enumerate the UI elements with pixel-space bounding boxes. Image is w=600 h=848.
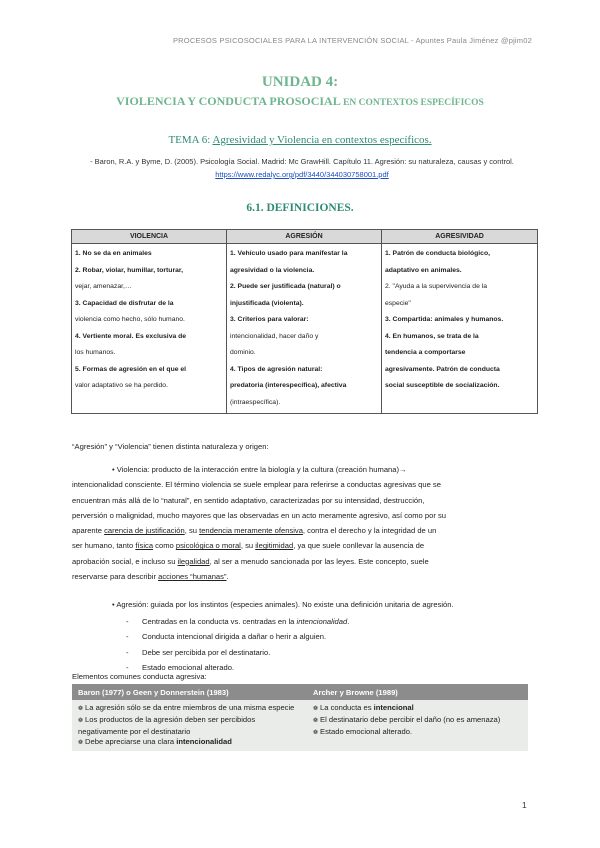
agresion-line: 2. Puede ser justificada (natural) o (230, 283, 341, 290)
text-span: . (226, 572, 229, 582)
agresividad-line: 1. Patrón de conducta biológico, (385, 250, 490, 257)
flower-bullet-icon: ❁ (78, 717, 84, 724)
item-text: Debe apreciarse una clara (85, 737, 177, 747)
flower-bullet-icon: ❁ (78, 740, 84, 747)
violencia-paragraph (72, 462, 530, 584)
list-item-text: Debe ser percibida por el destinatario. (142, 647, 271, 657)
elements-header-row (72, 684, 528, 700)
definitions-header-row (72, 230, 538, 244)
agresion-line: dominio. (230, 349, 256, 356)
text-span: , ya que suele conllevar la ausencia de (293, 541, 425, 551)
header-agresion: AGRESIÓN (227, 230, 382, 244)
item-text: Los productos de la agresión deben ser percibidos negativamente por el destinatario (78, 714, 256, 736)
section-title: 6.1. DEFINICIONES. (246, 202, 354, 214)
tema-prefix: TEMA 6: (168, 134, 213, 146)
list-item-text: Conducta intencional dirigida a dañar o herir a alguien. (142, 632, 327, 642)
agresion-line: injustificada (violenta). (230, 299, 304, 307)
text-span: , su (184, 526, 200, 536)
list-item (313, 715, 522, 727)
agresividad-line: social susceptible de socialización. (385, 382, 500, 389)
agresividad-line: agresivamente. Patrón de conducta (385, 365, 500, 373)
flower-bullet-icon: ❁ (313, 717, 319, 724)
flower-bullet-icon: ❁ (78, 706, 84, 712)
header-agresividad: AGRESIVIDAD (382, 230, 538, 244)
running-header: PROCESOS PSICOSOCIALES PARA LA INTERVENCIÓN SOCIAL - Apuntes Paula Jiménez @pjim02 (172, 36, 532, 45)
header-violencia: VIOLENCIA (72, 230, 227, 244)
underlined-phrase: ilegitimidad (255, 541, 294, 551)
text-span: reservarse para describir (72, 572, 159, 582)
violencia-line: 5. Formas de agresión en el que el (75, 365, 187, 373)
violencia-line: 2. Robar, violar, humillar, torturar, (75, 266, 184, 274)
dash-bullet: - (126, 647, 129, 657)
text-span: , su (240, 541, 256, 551)
violencia-line-3: encuentran más allá de lo “natural”, en sentido adaptativo, caracterizadas por su intensidad, destrucción, (72, 495, 425, 505)
text-span: , contra el derecho y la integridad de un (302, 526, 437, 536)
agresion-line: 3. Criterios para valorar: (230, 316, 309, 323)
italic-term: intencionalidad (296, 617, 348, 626)
agresividad-line: 3. Compartida: animales y humanos. (385, 316, 504, 323)
list-item-text: Estado emocional alterado. (142, 662, 235, 672)
violencia-line: violencia como hecho, sólo humano. (75, 316, 185, 323)
dash-bullet: - (126, 632, 129, 642)
item-bold: intencionalidad (176, 737, 232, 747)
agresividad-line: tendencia a comportarse (385, 349, 466, 356)
elements-col2-header: Archer y Browne (1989) (307, 684, 528, 700)
item-text: La conducta es (320, 703, 374, 712)
dash-bullet: - (126, 617, 129, 626)
flower-bullet-icon: ❁ (313, 729, 319, 736)
agresion-heading: • Agresión: guiada por los instintos (especies animales). No existe una definición unitaria de agresión. (112, 600, 454, 609)
underlined-phrase: acciones “humanas” (158, 572, 227, 582)
tema-title-link[interactable]: Agresividad y Violencia en contextos específicos. (212, 134, 432, 146)
violencia-line-8 (72, 569, 530, 584)
agresion-cell (227, 244, 382, 414)
list-item (313, 727, 522, 739)
agresividad-line: adaptativo en animales. (385, 266, 462, 274)
violencia-line-6 (72, 538, 530, 553)
elements-table (72, 684, 528, 751)
violencia-line-5 (72, 523, 530, 538)
list-item (313, 703, 522, 715)
underlined-phrase: carencia de justificación (104, 526, 185, 536)
text-span: aprobación social, e incluso su (72, 556, 178, 566)
dash-bullet: - (126, 662, 129, 672)
list-item (78, 737, 301, 749)
violencia-line: vejar, amenazar,… (75, 283, 132, 290)
intro-sentence: “Agresión” y “Violencia” tienen distinta naturaleza y origen: (72, 442, 269, 451)
agresividad-line: 4. En humanos, se trata de la (385, 332, 479, 340)
page-number: 1 (522, 800, 527, 810)
text-span: , al ser a menudo sancionada por las leyes. Este concepto, suele (209, 556, 429, 566)
text-span: aparente (72, 526, 105, 536)
agresion-list (126, 614, 349, 675)
agresion-line: (intraespecífica). (230, 398, 281, 406)
agresion-line: 4. Tipos de agresión natural: (230, 365, 323, 373)
agresion-line: agresividad o la violencia. (230, 266, 315, 274)
violencia-line: los humanos. (75, 349, 116, 356)
underlined-phrase: tendencia meramente ofensiva (199, 526, 303, 536)
unit-title: UNIDAD 4: (261, 74, 339, 90)
tema-heading (0, 134, 600, 146)
violencia-line-2: intencionalidad consciente. El término violencia se suele emplear para referirse a conductas agresivas que se (72, 480, 441, 490)
violencia-line-1: • Violencia: producto de la interacción entre la biología y la cultura (creación humana)→ (112, 465, 407, 474)
reference-text: - Baron, R.A. y Byme, D. (2005). Psicología Social. Madrid: Mc GrawHill. Capítulo 11. Agresión: su naturaleza, causas y control. (90, 157, 514, 166)
agresividad-line: especie" (385, 299, 411, 307)
list-item (126, 614, 349, 629)
unit-subtitle-main: VIOLENCIA Y CONDUCTA PROSOCIAL (116, 94, 341, 108)
unit-subtitle-small: EN CONTEXTOS ESPECÍFICOS (343, 98, 484, 108)
list-item-tail: . (347, 617, 350, 626)
violencia-line: valor adaptativo se ha perdido. (75, 382, 168, 389)
violencia-cell (72, 244, 227, 414)
unit-subtitle (0, 94, 600, 109)
list-item-text: Centradas en la conducta vs. centradas en la (142, 617, 297, 626)
underlined-phrase: psicológica o moral (175, 541, 241, 551)
agresividad-cell (382, 244, 538, 414)
list-item (126, 629, 349, 644)
elements-col1-cell (72, 700, 307, 751)
text-span: como (153, 541, 176, 551)
item-bold: intencional (373, 703, 414, 712)
underlined-phrase: física (135, 541, 154, 551)
reference-url-link[interactable]: https://www.redalyc.org/pdf/3440/344030758001.pdf (215, 170, 389, 179)
agresion-line: predatoria (interespecífica), afectiva (230, 382, 347, 389)
violencia-line: 4. Vertiente moral. Es exclusiva de (75, 332, 187, 340)
list-item (126, 645, 349, 660)
definitions-table (71, 229, 538, 414)
violencia-line: 3. Capacidad de disfrutar de la (75, 299, 174, 307)
elements-body-row (72, 700, 528, 751)
violencia-line: 1. No se da en animales (75, 250, 152, 257)
flower-bullet-icon: ❁ (313, 706, 319, 712)
definitions-body-row (72, 244, 538, 414)
agresion-line: intencionalidad, hacer daño y (230, 332, 319, 340)
list-item (78, 715, 301, 738)
elements-col1-header: Baron (1977) o Geen y Donnerstein (1983) (72, 684, 307, 700)
item-text: Estado emocional alterado. (320, 726, 413, 736)
item-text: El destinatario debe percibir el daño (no es amenaza) (320, 714, 501, 724)
agresion-line: 1. Vehículo usado para manifestar la (230, 250, 348, 257)
list-item (78, 703, 301, 715)
item-text: La agresión sólo se da entre miembros de una misma especie (85, 703, 295, 712)
agresividad-line: 2. "Ayuda a la supervivencia de la (385, 283, 488, 290)
violencia-line-4: perversión o malignidad, mucho mayores que las observadas en un acto meramente agresivo, así como por su (72, 510, 446, 520)
violencia-line-7 (72, 554, 530, 569)
bibliographic-reference (72, 155, 532, 181)
underlined-phrase: ilegalidad (177, 556, 210, 566)
elementos-heading: Elementos comunes conducta agresiva: (72, 672, 207, 681)
text-span: ser humano, tanto (72, 541, 136, 551)
elements-col2-cell (307, 700, 528, 751)
